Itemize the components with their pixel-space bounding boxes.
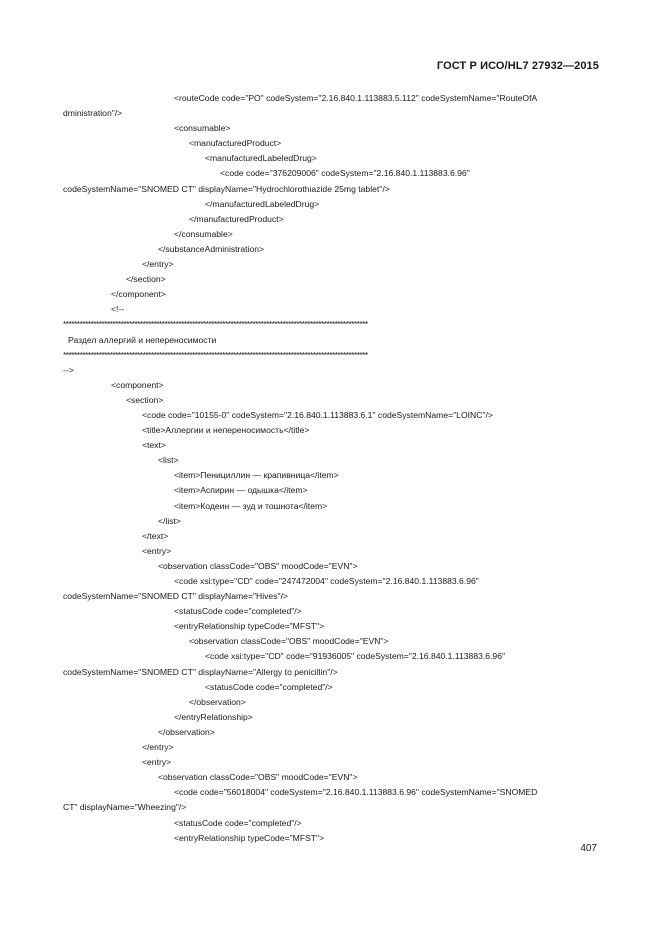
code-line: <code xsi:type="CD" code="91936005" codeSystem="2.16.840.1.113883.6.96" (205, 651, 506, 662)
code-line: <consumable> (174, 123, 231, 134)
code-line: <entryRelationship typeCode="MFST"> (174, 621, 325, 632)
code-line: <statusCode code="completed"/> (174, 817, 302, 828)
code-line: </entry> (142, 742, 174, 753)
code-line: <statusCode code="completed"/> (205, 681, 333, 692)
code-line: <manufacturedProduct> (189, 138, 282, 149)
code-line: <!-- (111, 304, 125, 315)
code-line: <observation classCode="OBS" moodCode="EVN"> (158, 560, 358, 571)
code-line: </observation> (189, 696, 246, 707)
code-line: </manufacturedProduct> (189, 213, 284, 224)
document-standard-header: ГОСТ Р ИСО/HL7 27932—2015 (436, 60, 599, 72)
code-line: <component> (111, 379, 164, 390)
code-line: codeSystemName="SNOMED CT" displayName="Allergy to penicillin"/> (63, 666, 338, 677)
code-line: codeSystemName="SNOMED CT" displayName="Hives"/> (63, 591, 288, 602)
code-line: <observation classCode="OBS" moodCode="EVN"> (158, 772, 358, 783)
code-line: </entryRelationship> (174, 711, 253, 722)
code-line: <item>Кодеин — зуд и тошнота</item> (174, 500, 328, 511)
code-line: <code code="376209006" codeSystem="2.16.840.1.113883.6.96" (220, 168, 470, 179)
code-line: <code code="10155-0" codeSystem="2.16.840.1.113883.6.1" codeSystemName="LOINC"/> (142, 409, 493, 420)
code-line: </list> (158, 515, 181, 526)
code-line: codeSystemName="SNOMED CT" displayName="Hydrochlorothiazide 25mg tablet"/> (63, 183, 390, 194)
code-line: CT" displayName="Wheezing"/> (63, 802, 187, 813)
code-line: dministration"/> (63, 108, 123, 119)
code-line: <list> (158, 455, 179, 466)
code-line: </consumable> (174, 228, 233, 239)
code-line: <title>Аллергии и непереносимость</title> (142, 425, 310, 436)
code-line: <text> (142, 440, 166, 451)
page-number: 407 (580, 843, 597, 854)
code-line: <code code="56018004" codeSystem="2.16.840.1.113883.6.96" codeSystemName="SNOMED (174, 787, 538, 798)
comment-separator: *************************************************************************************************************** (63, 319, 368, 330)
comment-separator: *************************************************************************************************************** (63, 349, 368, 360)
code-line: </text> (142, 530, 169, 541)
code-line: <routeCode code="PO" codeSystem="2.16.840.1.113883.5.112" codeSystemName="RouteOfA (174, 93, 538, 103)
code-line: <manufacturedLabeledDrug> (205, 153, 317, 164)
code-line: </observation> (158, 726, 215, 737)
code-line: </entry> (142, 259, 174, 270)
xml-listing (0, 91, 661, 846)
code-line: <entry> (142, 757, 172, 768)
section-comment-title: Раздел аллергий и непереносимости (68, 334, 217, 345)
code-line: <code xsi:type="CD" code="247472004" codeSystem="2.16.840.1.113883.6.96" (174, 576, 479, 586)
code-line: <entryRelationship typeCode="MFST"> (174, 832, 325, 843)
code-line: </substanceAdministration> (158, 243, 265, 254)
code-line: </manufacturedLabeledDrug> (205, 198, 320, 209)
code-line: </section> (126, 274, 166, 285)
code-line: <observation classCode="OBS" moodCode="EVN"> (189, 636, 389, 647)
code-line: --> (63, 364, 74, 375)
code-line: <item>Аспирин — одышка</item> (174, 485, 308, 496)
code-line: <section> (126, 394, 164, 405)
code-line: <item>Пенициллин — крапивница</item> (174, 470, 339, 481)
code-line: </component> (111, 289, 166, 300)
code-line: <entry> (142, 545, 172, 556)
code-line: <statusCode code="completed"/> (174, 606, 302, 617)
